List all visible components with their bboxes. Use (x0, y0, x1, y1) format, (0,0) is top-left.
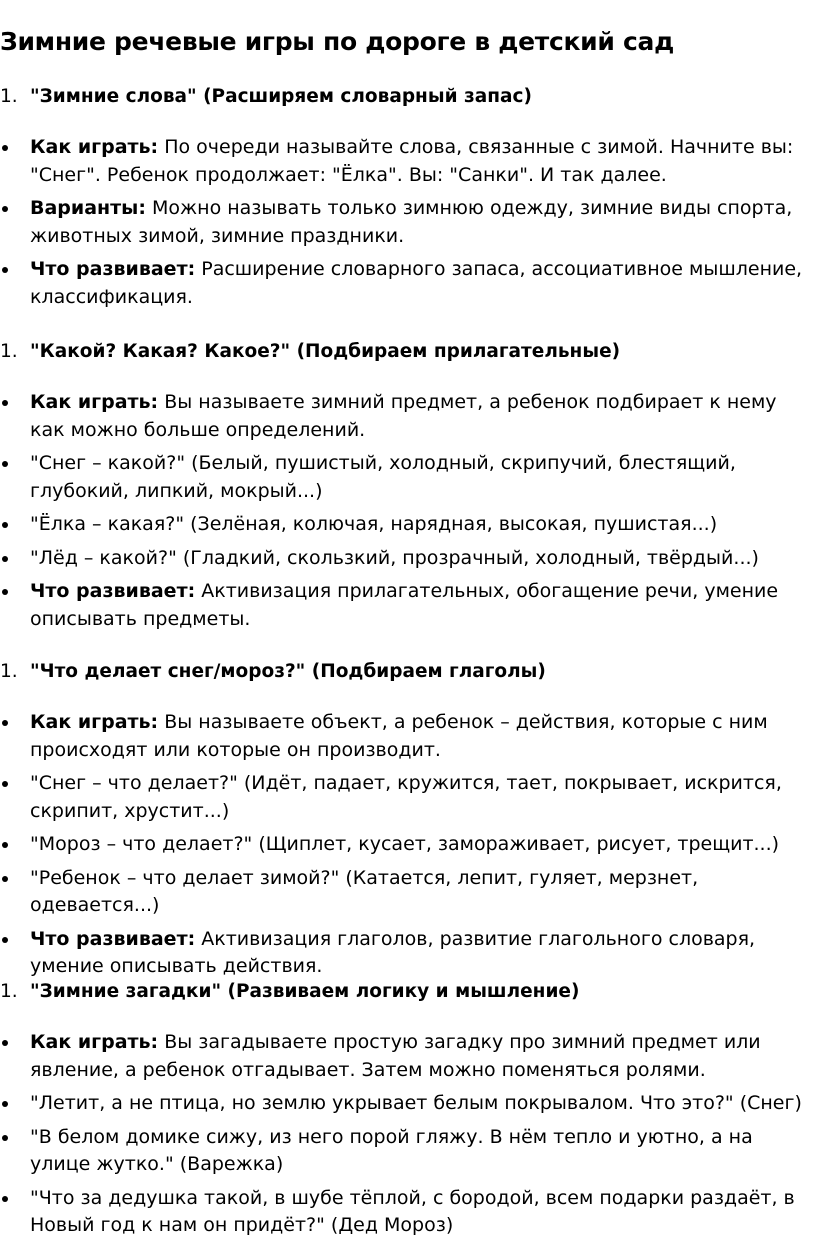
section-winter-words (0, 84, 816, 317)
list-item (0, 1185, 816, 1240)
list-item (0, 389, 816, 444)
bullet-text: Активизация глаголов, развитие глагольного словаря, умение описывать действия. (30, 927, 756, 977)
section-number: 1. (0, 86, 18, 107)
list-item (0, 1029, 816, 1084)
bullet-icon (2, 589, 8, 595)
list-item (0, 545, 816, 573)
list-item (0, 511, 816, 539)
bullet-icon (2, 267, 8, 273)
section-title: "Что делает снег/мороз?" (Подбираем глаголы) (30, 661, 546, 682)
section-title: "Зимние слова" (Расширяем словарный запас) (30, 86, 532, 107)
list-item (0, 865, 816, 920)
list-item (0, 926, 816, 981)
section-adjectives (0, 339, 816, 639)
bullet-icon (2, 842, 8, 848)
bullet-icon (2, 145, 8, 151)
bullet-icon (2, 937, 8, 943)
bullet-icon (2, 781, 8, 787)
section-heading (0, 84, 816, 110)
bullet-label: Как играть: (30, 1031, 159, 1053)
bullet-label: Варианты: (30, 197, 146, 219)
bullet-icon (2, 1101, 8, 1107)
bullet-icon (2, 461, 8, 467)
bullet-text: Можно называть только зимнюю одежду, зимние виды спорта, животных зимой, зимние праздники. (30, 197, 793, 247)
bullet-text: "Что за дедушка такой, в шубе тёплой, с бородой, всем подарки раздаёт, в Новый год к нам он придёт?" (Дед Мороз) (30, 1186, 795, 1236)
list-item (0, 1090, 816, 1118)
bullet-icon (2, 400, 8, 406)
bullet-label: Как играть: (30, 711, 159, 733)
bullet-text: "Ребенок – что делает зимой?" (Катается, лепит, гуляет, мерзнет, одевается...) (30, 866, 699, 916)
list-item (0, 195, 816, 250)
section-riddles (0, 979, 816, 1246)
bullet-label: Что развивает: (30, 258, 196, 280)
bullet-text: "Мороз – что делает?" (Щиплет, кусает, замораживает, рисует, трещит...) (30, 833, 780, 855)
bullet-text: По очереди называйте слова, связанные с зимой. Начните вы: "Снег". Ребенок продолжает: "Ёлка". Вы: "Санки". И так далее. (30, 136, 794, 186)
list-item (0, 770, 816, 825)
bullet-icon (2, 876, 8, 882)
list-item (0, 578, 816, 633)
bullet-label: Как играть: (30, 136, 159, 158)
section-title: "Зимние загадки" (Развиваем логику и мышление) (30, 981, 580, 1002)
list-item (0, 831, 816, 859)
bullet-icon (2, 206, 8, 212)
bullet-list (0, 709, 816, 981)
bullet-text: "Снег – какой?" (Белый, пушистый, холодный, скрипучий, блестящий, глубокий, липкий, мокрый...) (30, 452, 736, 502)
bullet-icon (2, 1135, 8, 1141)
section-number: 1. (0, 981, 18, 1002)
document-title: Зимние речевые игры по дороге в детский сад (0, 27, 674, 56)
bullet-text: "В белом домике сижу, из него порой гляжу. В нём тепло и уютно, а на улице жутко." (Варежка) (30, 1125, 753, 1175)
section-title: "Какой? Какая? Какое?" (Подбираем прилагательные) (30, 341, 621, 362)
bullet-label: Как играть: (30, 391, 159, 413)
bullet-text: "Ёлка – какая?" (Зелёная, колючая, нарядная, высокая, пушистая...) (30, 513, 718, 535)
bullet-icon (2, 522, 8, 528)
list-item (0, 134, 816, 189)
bullet-text: "Лёд – какой?" (Гладкий, скользкий, прозрачный, холодный, твёрдый...) (30, 546, 759, 569)
bullet-icon (2, 1040, 8, 1046)
bullet-label: Что развивает: (30, 580, 196, 602)
bullet-list (0, 389, 816, 633)
bullet-text: Расширение словарного запаса, ассоциативное мышление, классификация. (30, 258, 803, 308)
bullet-icon (2, 1196, 8, 1202)
section-number: 1. (0, 341, 18, 362)
list-item (0, 450, 816, 505)
bullet-text: Активизация прилагательных, обогащение речи, умение описывать предметы. (30, 580, 779, 630)
bullet-list (0, 134, 816, 311)
bullet-text: Вы загадываете простую загадку про зимний предмет или явление, а ребенок отгадывает. Затем можно поменяться ролями. (30, 1031, 761, 1081)
bullet-text: Вы называете зимний предмет, а ребенок подбирает к нему как можно больше определений. (30, 391, 777, 441)
list-item (0, 1124, 816, 1179)
bullet-text: Вы называете объект, а ребенок – действия, которые с ним происходят или которые он производит. (30, 711, 768, 761)
bullet-icon (2, 720, 8, 726)
section-heading (0, 339, 816, 365)
bullet-text: "Летит, а не птица, но землю укрывает белым покрывалом. Что это?" (Снег) (30, 1092, 802, 1114)
list-item (0, 709, 816, 764)
bullet-icon (2, 556, 8, 562)
section-heading (0, 659, 816, 685)
section-heading (0, 979, 816, 1005)
section-number: 1. (0, 661, 18, 682)
list-item (0, 256, 816, 311)
bullet-text: "Снег – что делает?" (Идёт, падает, кружится, тает, покрывает, искрится, скрипит, хрустит...) (30, 772, 782, 822)
bullet-label: Что развивает: (30, 927, 196, 950)
section-verbs (0, 659, 816, 987)
bullet-list (0, 1029, 816, 1240)
